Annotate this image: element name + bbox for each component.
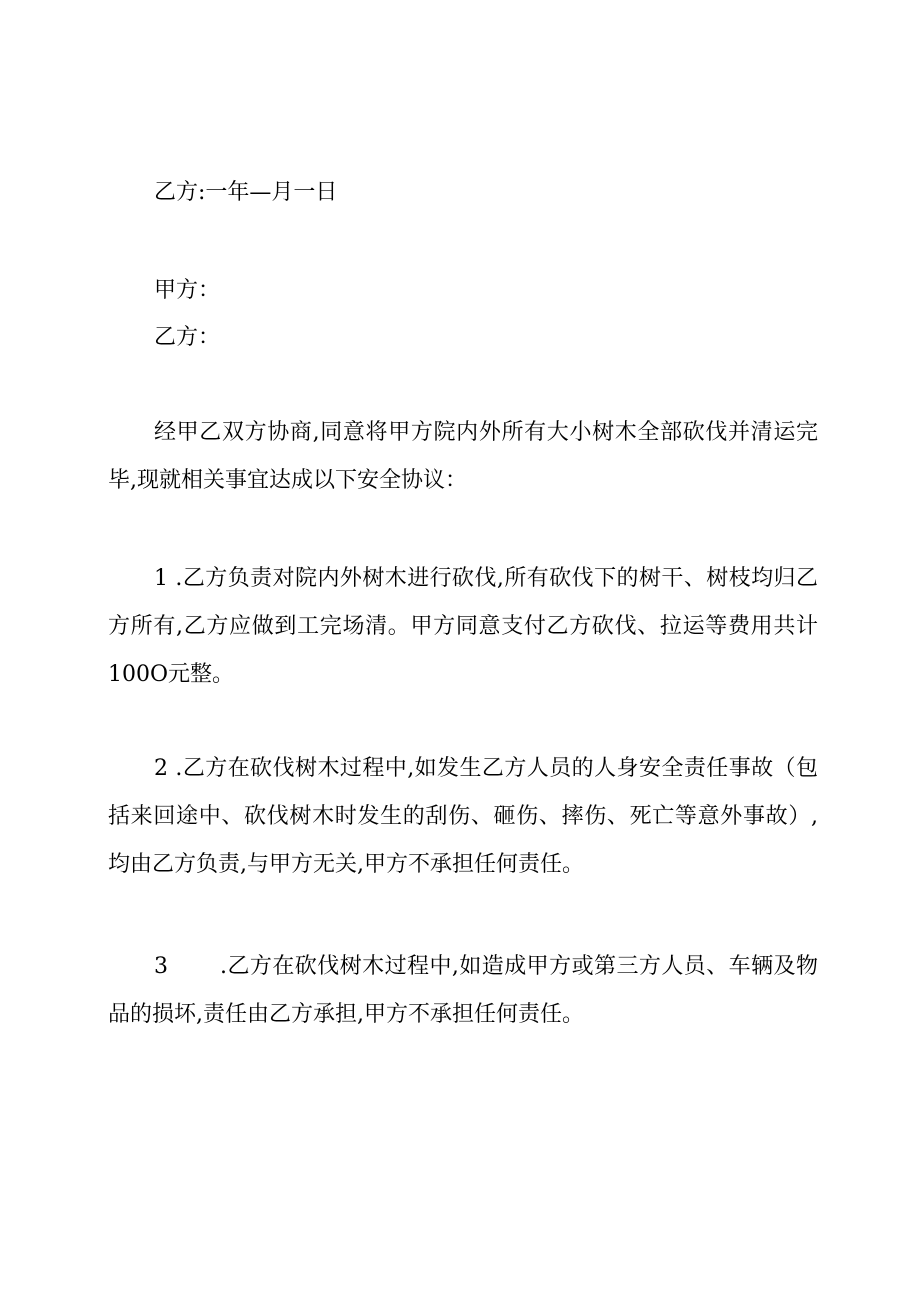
clause-2: 2 .乙方在砍伐树木过程中,如发生乙方人员的人身安全责任事故（包括来回途中、砍伐树木时发生的刮伤、砸伤、摔伤、死亡等意外事故）,均由乙方负责,与甲方无关,甲方不承担任何责任。 [108,756,818,877]
intro-paragraph: 经甲乙双方协商,同意将甲方院内外所有大小树木全部砍伐并清运完毕,现就相关事宜达成以下安全协议： [108,420,818,493]
date-line: 乙方:一年—月一日 [154,180,338,205]
clause-1: 1 .乙方负责对院内外树木进行砍伐,所有砍伐下的树干、树枝均归乙方所有,乙方应做到工完场清。甲方同意支付乙方砍伐、拉运等费用共计100O元整。 [108,566,818,687]
party-a-label: 甲方： [154,278,221,303]
clause-3: 3 .乙方在砍伐树木过程中,如造成甲方或第三方人员、车辆及物品的损坏,责任由乙方承担,甲方不承担任何责任。 [108,954,818,1027]
party-b-label: 乙方： [154,325,221,350]
